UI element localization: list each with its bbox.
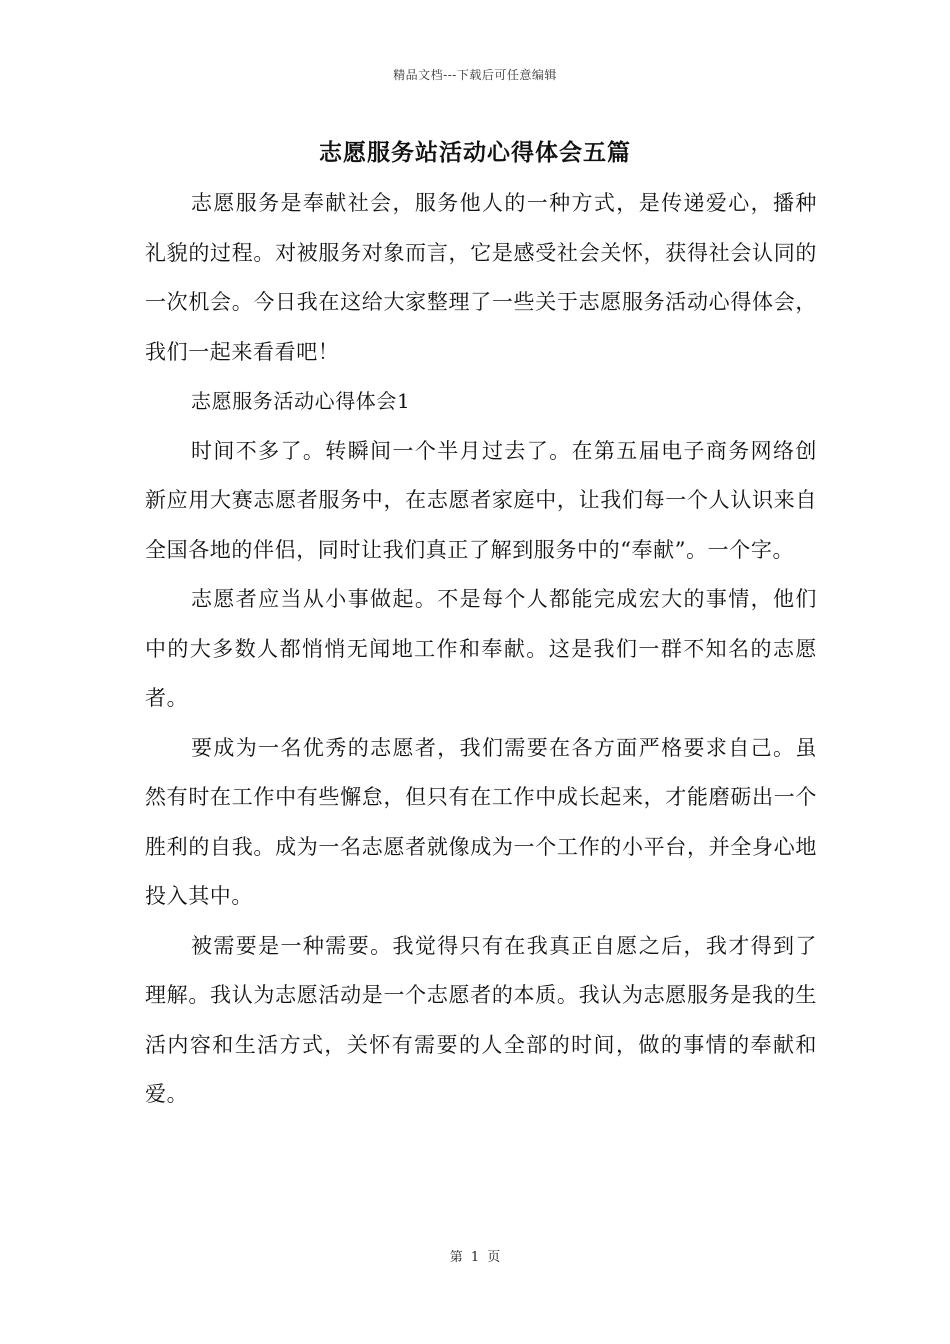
section-heading: 志愿服务活动心得体会1 (191, 389, 411, 413)
body-paragraph: 时间不多了。转瞬间一个半月过去了。在第五届电子商务网络创新应用大赛志愿者服务中，在志愿者家庭中，让我们每一个人认识来自全国各地的伴侣，同时让我们真正了解到服务中的“奉献”。一个字。 (145, 438, 817, 562)
body-paragraph: 志愿者应当从小事做起。不是每个人都能完成宏大的事情，他们中的大多数人都悄悄无闻地工作和奉献。这是我们一群不知名的志愿者。 (145, 587, 817, 710)
body-paragraph: 被需要是一种需要。我觉得只有在我真正自愿之后，我才得到了理解。我认为志愿活动是一个志愿者的本质。我认为志愿服务是我的生活内容和生活方式，关怀有需要的人全部的时间，做的事情的奉献和爱。 (145, 933, 817, 1106)
intro-paragraph: 志愿服务是奉献社会，服务他人的一种方式，是传递爱心，播种礼貌的过程。对被服务对象而言，它是感受社会关怀，获得社会认同的一次机会。今日我在这给大家整理了一些关于志愿服务活动心得体会，我们一起来看看吧！ (145, 191, 817, 364)
document-title: 志愿服务站活动心得体会五篇 (319, 139, 631, 166)
page-header: 精品文档---下载后可任意编辑 (393, 68, 557, 82)
document-body (145, 179, 817, 1120)
body-paragraph: 要成为一名优秀的志愿者，我们需要在各方面严格要求自己。虽然有时在工作中有些懈怠，但只有在工作中成长起来，才能磨砺出一个胜利的自我。成为一名志愿者就像成为一个工作的小平台，并全身心地投入其中。 (145, 735, 817, 908)
page-number: 第 1 页 (449, 1250, 501, 1265)
